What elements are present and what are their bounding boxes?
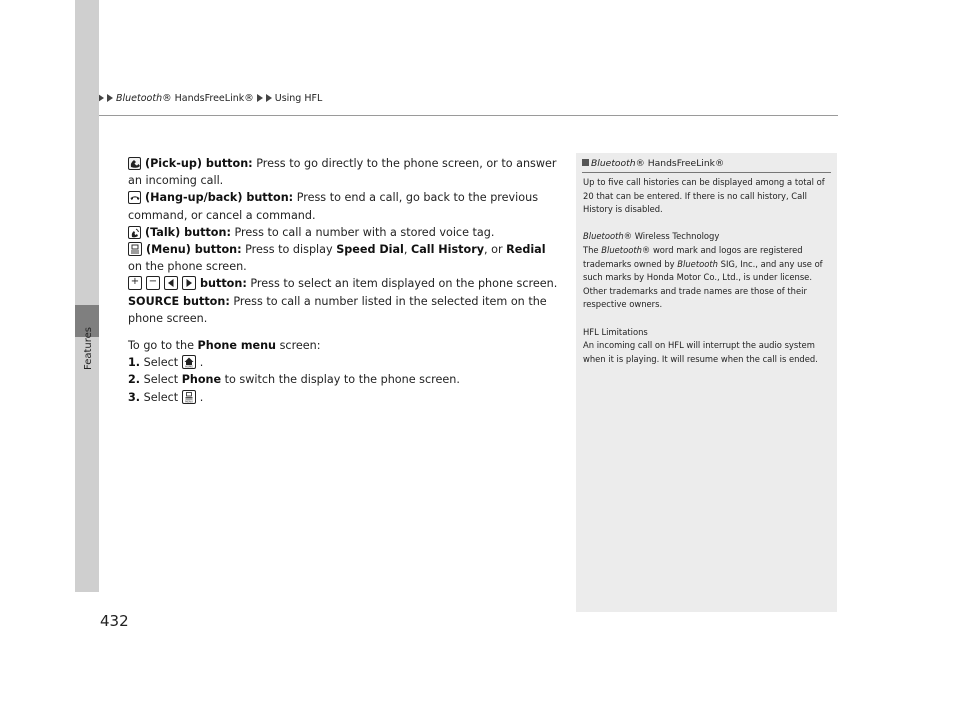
step-3: [128, 389, 558, 406]
menu-text: Press to display: [241, 243, 337, 257]
speed-dial-option: Speed Dial: [336, 243, 404, 257]
note-call-history: Up to five call histories can be displayed among a total of 20 that can be entered. If there is no call history, Call History is disabled.: [583, 177, 825, 215]
paragraph-gap: [128, 327, 558, 337]
breadcrumb-item-handsfreelink[interactable]: ® HandsFreeLink®: [162, 93, 254, 104]
page-number: 432: [100, 612, 129, 630]
menu-text-end: on the phone screen.: [128, 260, 247, 274]
menu-separator: ,: [403, 243, 411, 257]
step-1: [128, 354, 558, 371]
note-body: [583, 176, 833, 366]
redial-option: Redial: [506, 243, 546, 257]
selector-text: Press to select an item displayed on the phone screen.: [246, 277, 558, 291]
home-icon: [182, 355, 196, 369]
note-title: [582, 158, 724, 169]
arrow-right-icon: [182, 276, 196, 290]
phone-option: Phone: [181, 373, 222, 387]
selector-item: [128, 275, 558, 292]
hangup-label: (Hang-up/back) button:: [145, 191, 294, 205]
step-text: Select: [140, 373, 182, 387]
talk-icon: [128, 226, 141, 239]
arrow-left-icon: [164, 276, 178, 290]
breadcrumb-item-bluetooth[interactable]: Bluetooth: [116, 93, 163, 104]
breadcrumb-arrow-icon: [266, 94, 272, 102]
source-item: [128, 293, 558, 327]
talk-label: (Talk) button:: [145, 225, 231, 239]
hangup-item: [128, 189, 558, 223]
home-caption: HOME: [184, 365, 193, 369]
note-hfl-limitations: An incoming call on HFL will interrupt the audio system when it is playing. It will resume when the call is ended.: [583, 340, 818, 364]
pickup-label: (Pick-up) button:: [145, 157, 253, 170]
note-marker-icon: [582, 159, 589, 166]
step-number: 3.: [128, 390, 141, 404]
menu-label: (Menu) button:: [146, 243, 242, 257]
note-title-rest: ® HandsFreeLink®: [635, 158, 725, 169]
step-2: [128, 371, 558, 388]
menu-button-icon: [182, 390, 196, 404]
note-trademark-text: SIG, Inc., and any use of such marks by Honda Motor Co., Ltd., is under license. Other trademarks and trade names are those of their respective owners.: [583, 258, 823, 310]
menu-separator: , or: [484, 243, 507, 257]
note-hfl-title: HFL Limitations: [583, 326, 648, 337]
note-trademark-text: ® word mark and logos are registered trademarks owned by: [583, 244, 803, 269]
talk-text: Press to call a number with a stored voice tag.: [230, 225, 495, 239]
note-divider: [582, 172, 831, 173]
go-to-instruction: [128, 337, 558, 354]
breadcrumb-item-using-hfl[interactable]: Using HFL: [274, 93, 323, 104]
selector-label: button:: [200, 277, 247, 291]
note-trademark-italic: Bluetooth: [677, 258, 718, 269]
pickup-item: [128, 155, 558, 189]
menu-icon: [128, 242, 142, 256]
note-gap: [583, 217, 833, 231]
side-tab-label: Features: [83, 327, 94, 370]
pickup-text: Press to go directly to the phone screen, or to answer an incoming call.: [128, 157, 557, 188]
pickup-phone-icon: [128, 157, 141, 170]
note-trademark: [583, 244, 833, 312]
step-text-end: .: [199, 390, 204, 404]
step-text-end: to switch the display to the phone screen.: [221, 373, 460, 387]
hangup-text: Press to end a call, go back to the previous command, or cancel a command.: [128, 191, 539, 222]
phone-menu-label: Phone menu: [197, 339, 277, 353]
menu-item: [128, 241, 558, 275]
side-tab: [75, 0, 99, 592]
breadcrumb: [98, 93, 322, 104]
source-text: Press to call a number listed in the selected item on the phone screen.: [128, 294, 547, 325]
step-number: 1.: [128, 356, 141, 370]
breadcrumb-arrow-icon: [107, 94, 113, 102]
note-title-italic: Bluetooth: [591, 158, 636, 169]
call-history-option: Call History: [410, 243, 485, 257]
step-text-end: .: [199, 356, 204, 370]
breadcrumb-arrow-icon: [257, 94, 263, 102]
menu-caption: MENU: [184, 400, 193, 403]
note-gap: [583, 312, 833, 326]
header-divider: [98, 115, 838, 116]
plus-icon: +: [128, 276, 142, 290]
note-bluetooth-title-italic: Bluetooth: [583, 231, 624, 242]
go-to-text: To go to the: [128, 339, 198, 353]
note-trademark-text: The: [583, 244, 602, 255]
note-bluetooth-title: [583, 230, 833, 244]
go-to-text-end: screen:: [276, 339, 321, 353]
note-trademark-italic: Bluetooth: [601, 244, 642, 255]
step-number: 2.: [128, 373, 141, 387]
step-text: Select: [140, 390, 182, 404]
hangup-phone-icon: [128, 191, 141, 204]
step-text: Select: [140, 356, 182, 370]
main-content: [128, 155, 558, 406]
source-label: SOURCE button:: [128, 294, 230, 308]
talk-item: [128, 224, 558, 241]
minus-icon: −: [146, 276, 160, 290]
note-bluetooth-title-rest: ® Wireless Technology: [623, 231, 720, 242]
